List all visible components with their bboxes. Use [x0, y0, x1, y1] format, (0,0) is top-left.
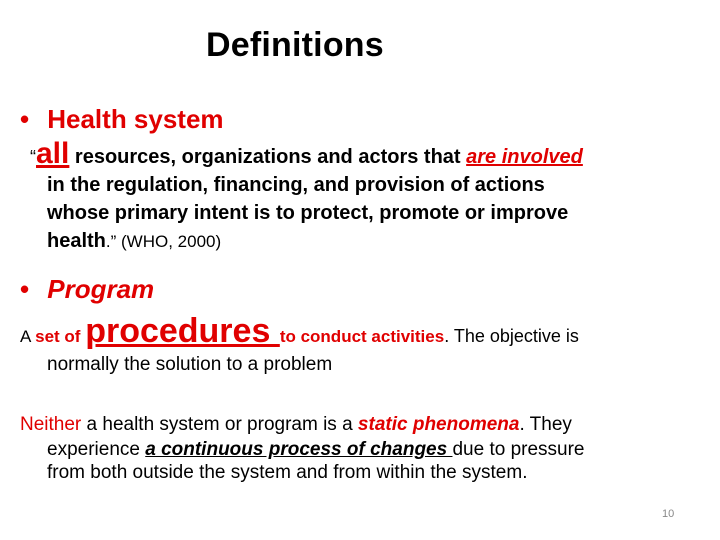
program-label: Program — [47, 274, 155, 304]
health-system-definition-line-4 — [47, 227, 221, 256]
note-line-2-tail: due to pressure — [452, 439, 585, 460]
bullet-icon: • — [20, 104, 30, 134]
program-definition-line-1 — [20, 312, 579, 352]
health-system-label: Health system — [47, 104, 224, 134]
note-line-1 — [20, 411, 572, 438]
word-procedures: procedures — [85, 312, 280, 350]
slide-title: Definitions — [206, 26, 384, 64]
phrase-continuous-process: a continuous process of changes — [145, 439, 453, 460]
citation: .” (WHO, 2000) — [105, 232, 222, 251]
program-heading — [20, 274, 154, 305]
word-all: all — [36, 137, 70, 170]
page-number: 10 — [662, 508, 675, 520]
word-a: A — [20, 327, 36, 346]
word-health: health — [47, 230, 106, 252]
bullet-icon: • — [20, 274, 30, 304]
note-text-tail: . They — [519, 414, 572, 435]
note-line-3: from both outside the system and from within the system. — [47, 462, 528, 483]
phrase-set-of: set of — [35, 327, 86, 346]
health-system-heading — [20, 104, 224, 135]
word-experience: experience — [47, 439, 146, 460]
note-text: a health system or program is a — [81, 414, 358, 435]
program-definition-line-2: normally the solution to a problem — [47, 354, 333, 375]
health-system-definition-line-2: in the regulation, financing, and provision of actions — [47, 174, 545, 196]
health-system-definition-line-3: whose primary intent is to protect, promote or improve — [47, 202, 569, 224]
phrase-to-conduct-activities: to conduct activities — [279, 327, 445, 346]
program-objective: . The objective is — [444, 326, 579, 346]
word-neither: Neither — [20, 414, 82, 435]
health-system-definition-line-1 — [30, 137, 583, 171]
definition-text: resources, organizations and actors that — [69, 146, 467, 168]
open-quote: “ — [30, 147, 36, 167]
phrase-static-phenomena: static phenomena — [357, 414, 520, 435]
phrase-are-involved: are involved — [466, 146, 583, 168]
